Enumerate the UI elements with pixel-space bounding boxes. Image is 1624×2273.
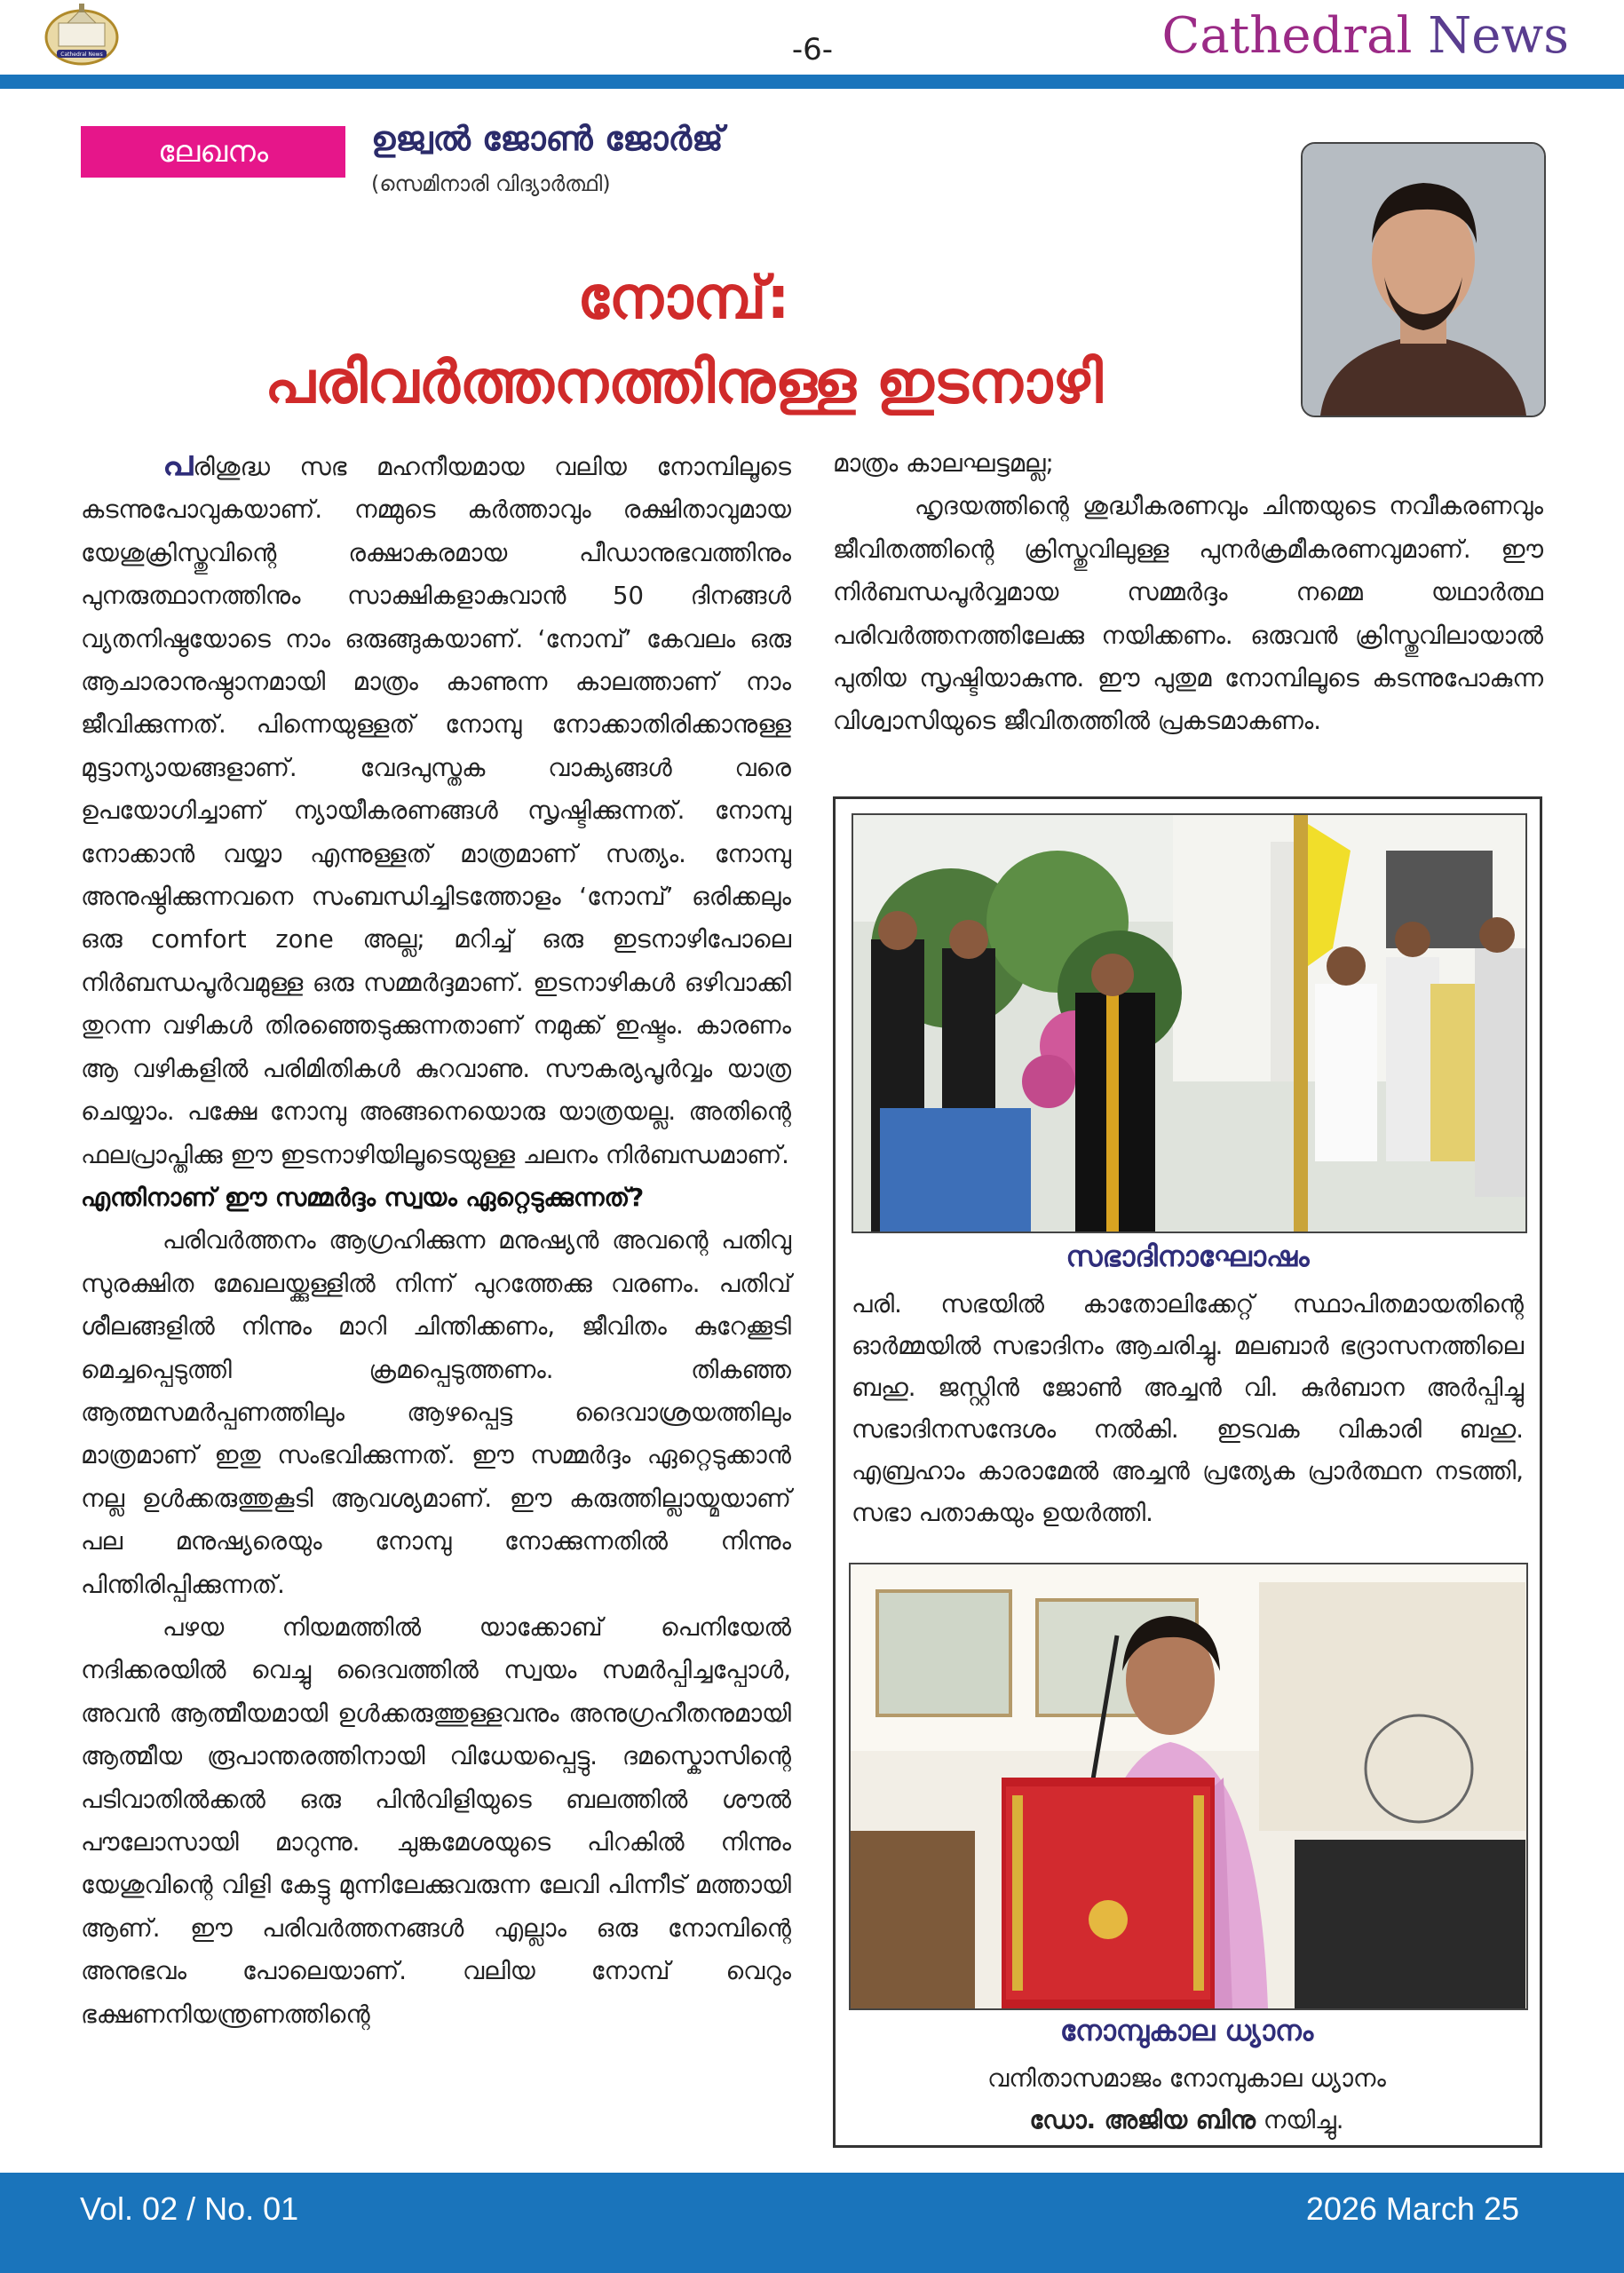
caption-title-church-day: സഭാദിനാഘോഷം bbox=[1066, 1239, 1310, 1273]
caption-text-church-day: പരി. സഭയിൽ കാതോലിക്കേറ്റ് സ്ഥാപിതമായതിന്റെ ഓർമ്മയിൽ സഭാദിനം ആചരിച്ചു. മലബാർ ഭദ്രാസനത്തിലെ ബഹു. ജസ്റ്റിൻ ജോൺ അച്ചൻ വി. കുർബാന അർപ്പിച്ചു സഭാദിനസന്ദേശം നൽകി. ഇടവക വികാരി ബഹു. എബ്രഹാം കാരാമേൽ അച്ചൻ പ്രത്യേക പ്രാർത്ഥന നടത്തി, സഭാ പതാകയും ഉയർത്തി. bbox=[852, 1290, 1524, 1527]
column2-paragraph-1: മാത്രം കാലഘട്ടമല്ല; bbox=[833, 449, 1054, 478]
caption-title-lenten-retreat: നോമ്പുകാല ധ്യാനം bbox=[1059, 2014, 1314, 2047]
author-name: ഉജ്വൽ ജോൺ ജോർജ് bbox=[371, 119, 724, 158]
volume-number: Vol. 02 / No. 01 bbox=[80, 2190, 299, 2227]
article-title bbox=[107, 256, 1261, 424]
article-column-right bbox=[833, 442, 1543, 743]
svg-text:Cathedral News: Cathedral News bbox=[60, 51, 103, 58]
church-day-photo bbox=[852, 813, 1527, 1233]
caption-text-lenten-retreat bbox=[849, 2058, 1525, 2142]
publication-title-part1: Cathedral bbox=[1161, 7, 1413, 65]
paragraph-1 bbox=[81, 442, 791, 1176]
publication-title bbox=[1162, 7, 1569, 65]
paragraph-2: പരിവർത്തനം ആഗ്രഹിക്കുന്ന മനുഷ്യൻ അവന്റെ പതിവു സുരക്ഷിത മേഖലയ്ക്കുള്ളിൽ നിന്ന് പുറത്തേക്കു വരണം. പതിവ് ശീലങ്ങളിൽ നിന്നും മാറി ചിന്തിക്കണം, ജീവിതം കുറേക്കൂടി മെച്ചപ്പെടുത്തി ക്രമപ്പെടുത്തണം. തികഞ്ഞ ആത്മസമർപ്പണത്തിലും ആഴപ്പെട്ട ദൈവാശ്രയത്തിലും മാത്രമാണ് ഇതു സംഭവിക്കുന്നത്. ഈ സമ്മർദ്ദം ഏറ്റെടുക്കാൻ നല്ല ഉൾക്കരുത്തുകൂടി ആവശ്യമാണ്. ഈ കരുത്തില്ലായ്മയാണ് പല മനുഷ്യരെയും നോമ്പു നോക്കുന്നതിൽ നിന്നും പിന്തിരിപ്പിക്കുന്നത്. bbox=[81, 1226, 791, 1599]
drop-cap: പ bbox=[162, 443, 194, 484]
section-tag: ലേഖനം bbox=[81, 126, 345, 178]
article-title-line2: പരിവർത്തനത്തിനുള്ള ഇടനാഴി bbox=[265, 348, 1103, 416]
subheading: എന്തിനാണ് ഈ സമ്മർദ്ദം സ്വയം ഏറ്റെടുക്കുന്നത്? bbox=[81, 1183, 645, 1212]
cathedral-news-logo bbox=[44, 2, 119, 66]
lenten-retreat-photo bbox=[849, 1563, 1528, 2010]
paragraph-3: പഴയ നിയമത്തിൽ യാക്കോബ് പെനിയേൽ നദിക്കരയിൽ വെച്ചു ദൈവത്തിൽ സ്വയം സമർപ്പിച്ചപ്പോൾ, അവൻ ആത്മീയമായി ഉൾക്കരുത്തുള്ളവനും അനുഗ്രഹീതനുമായി ആത്മീയ രൂപാന്തരത്തിനായി വിധേയപ്പെട്ടു. ദമസ്കൊസിന്റെ പടിവാതിൽക്കൽ ഒരു പിൻവിളിയുടെ ബലത്തിൽ ശൗൽ പൗലോസായി മാറുന്നു. ചുങ്കമേശയുടെ പിറകിൽ നിന്നും യേശുവിന്റെ വിളി കേട്ടു മുന്നിലേക്കുവരുന്ന ലേവി പിന്നീട് മത്തായി ആണ്. ഈ പരിവർത്തനങ്ങൾ എല്ലാം ഒരു നോമ്പിന്റെ അനുഭവം പോലെയാണ്. വലിയ നോമ്പ് വെറും ഭക്ഷണനിയന്ത്രണത്തിന്റെ bbox=[81, 1612, 791, 2029]
caption-line-2 bbox=[849, 2100, 1525, 2142]
author-photo bbox=[1301, 142, 1546, 417]
author-role: (സെമിനാരി വിദ്യാർത്ഥി) bbox=[371, 171, 611, 196]
header-bar bbox=[0, 75, 1624, 89]
publication-title-part2: News bbox=[1428, 7, 1569, 65]
article-column-left bbox=[81, 442, 791, 2036]
column2-paragraph-2: ഹൃദയത്തിന്റെ ശുദ്ധീകരണവും ചിന്തയുടെ നവീകരണവും ജീവിതത്തിന്റെ ക്രിസ്തുവിലുള്ള പുനർക്രമീകരണവുമാണ്. ഈ നിർബന്ധപൂർവ്വമായ സമ്മർദ്ദം നമ്മെ യഥാർത്ഥ പരിവർത്തനത്തിലേക്കു നയിക്കണം. ഒരുവൻ ക്രിസ്തുവിലായാൽ പുതിയ സൃഷ്ടിയാകുന്നു. ഈ പുതുമ നോമ്പിലൂടെ കടന്നുപോകുന്ന വിശ്വാസിയുടെ ജീവിതത്തിൽ പ്രകടമാകണം. bbox=[833, 492, 1543, 736]
caption-line-1: വനിതാസമാജം നോമ്പുകാല ധ്യാനം bbox=[987, 2064, 1386, 2093]
page-number: -6- bbox=[791, 32, 834, 67]
issue-date: 2026 March 25 bbox=[1305, 2190, 1519, 2227]
caption-line-2-rest: നയിച്ചു. bbox=[1256, 2106, 1344, 2134]
article-title-line1: നോമ്പ്: bbox=[577, 264, 790, 332]
speaker-name: ഡോ. അജിയ ബിനു bbox=[1029, 2106, 1256, 2134]
paragraph-1-text: രിശുദ്ധ സഭ മഹനീയമായ വലിയ നോമ്പിലൂടെ കടന്നുപോവുകയാണ്. നമ്മുടെ കർത്താവും രക്ഷിതാവുമായ യേശുക്രിസ്തുവിന്റെ രക്ഷാകരമായ പീഡാനുഭവത്തിനും പുനരുത്ഥാനത്തിനും സാക്ഷികളാകുവാൻ 50 ദിനങ്ങൾ വ്യതനിഷ്ഠയോടെ നാം ഒരുങ്ങുകയാണ്. ‘നോമ്പ്’ കേവലം ഒരു ആചാരാനുഷ്ഠാനമായി മാത്രം കാണുന്ന കാലത്താണ് നാം ജീവിക്കുന്നത്. പിന്നെയുള്ളത് നോമ്പു നോക്കാതിരിക്കാനുള്ള മുട്ടാന്യായങ്ങളാണ്. വേദപുസ്തക വാക്യങ്ങൾ വരെ ഉപയോഗിച്ചാണ് ന്യായീകരണങ്ങൾ സൃഷ്ടിക്കുന്നത്. നോമ്പു നോക്കാൻ വയ്യാ എന്നുള്ളത് മാത്രമാണ് സത്യം. നോമ്പു അനുഷ്ഠിക്കുന്നവനെ സംബന്ധിച്ചിടത്തോളം ‘നോമ്പ്’ ഒരിക്കലും ഒരു comfort zone അല്ല; മറിച്ച് ഒരു ഇടനാഴിപോലെ നിർബന്ധപൂർവമുള്ള ഒരു സമ്മർദ്ദമാണ്. ഇടനാഴികൾ ഒഴിവാക്കി തുറന്ന വഴികൾ തിരഞ്ഞെടുക്കുന്നതാണ് നമുക്ക് ഇഷ്ടം. കാരണം ആ വഴികളിൽ പരിമിതികൾ കുറവാണു. സൗകര്യപൂർവ്വം യാത്ര ചെയ്യാം. പക്ഷേ നോമ്പു അങ്ങനെയൊരു യാത്രയല്ല. അതിന്റെ ഫലപ്രാപ്തിക്കു ഈ ഇടനാഴിയിലൂടെയുള്ള ചലനം നിർബന്ധമാണ്. bbox=[81, 453, 791, 1169]
